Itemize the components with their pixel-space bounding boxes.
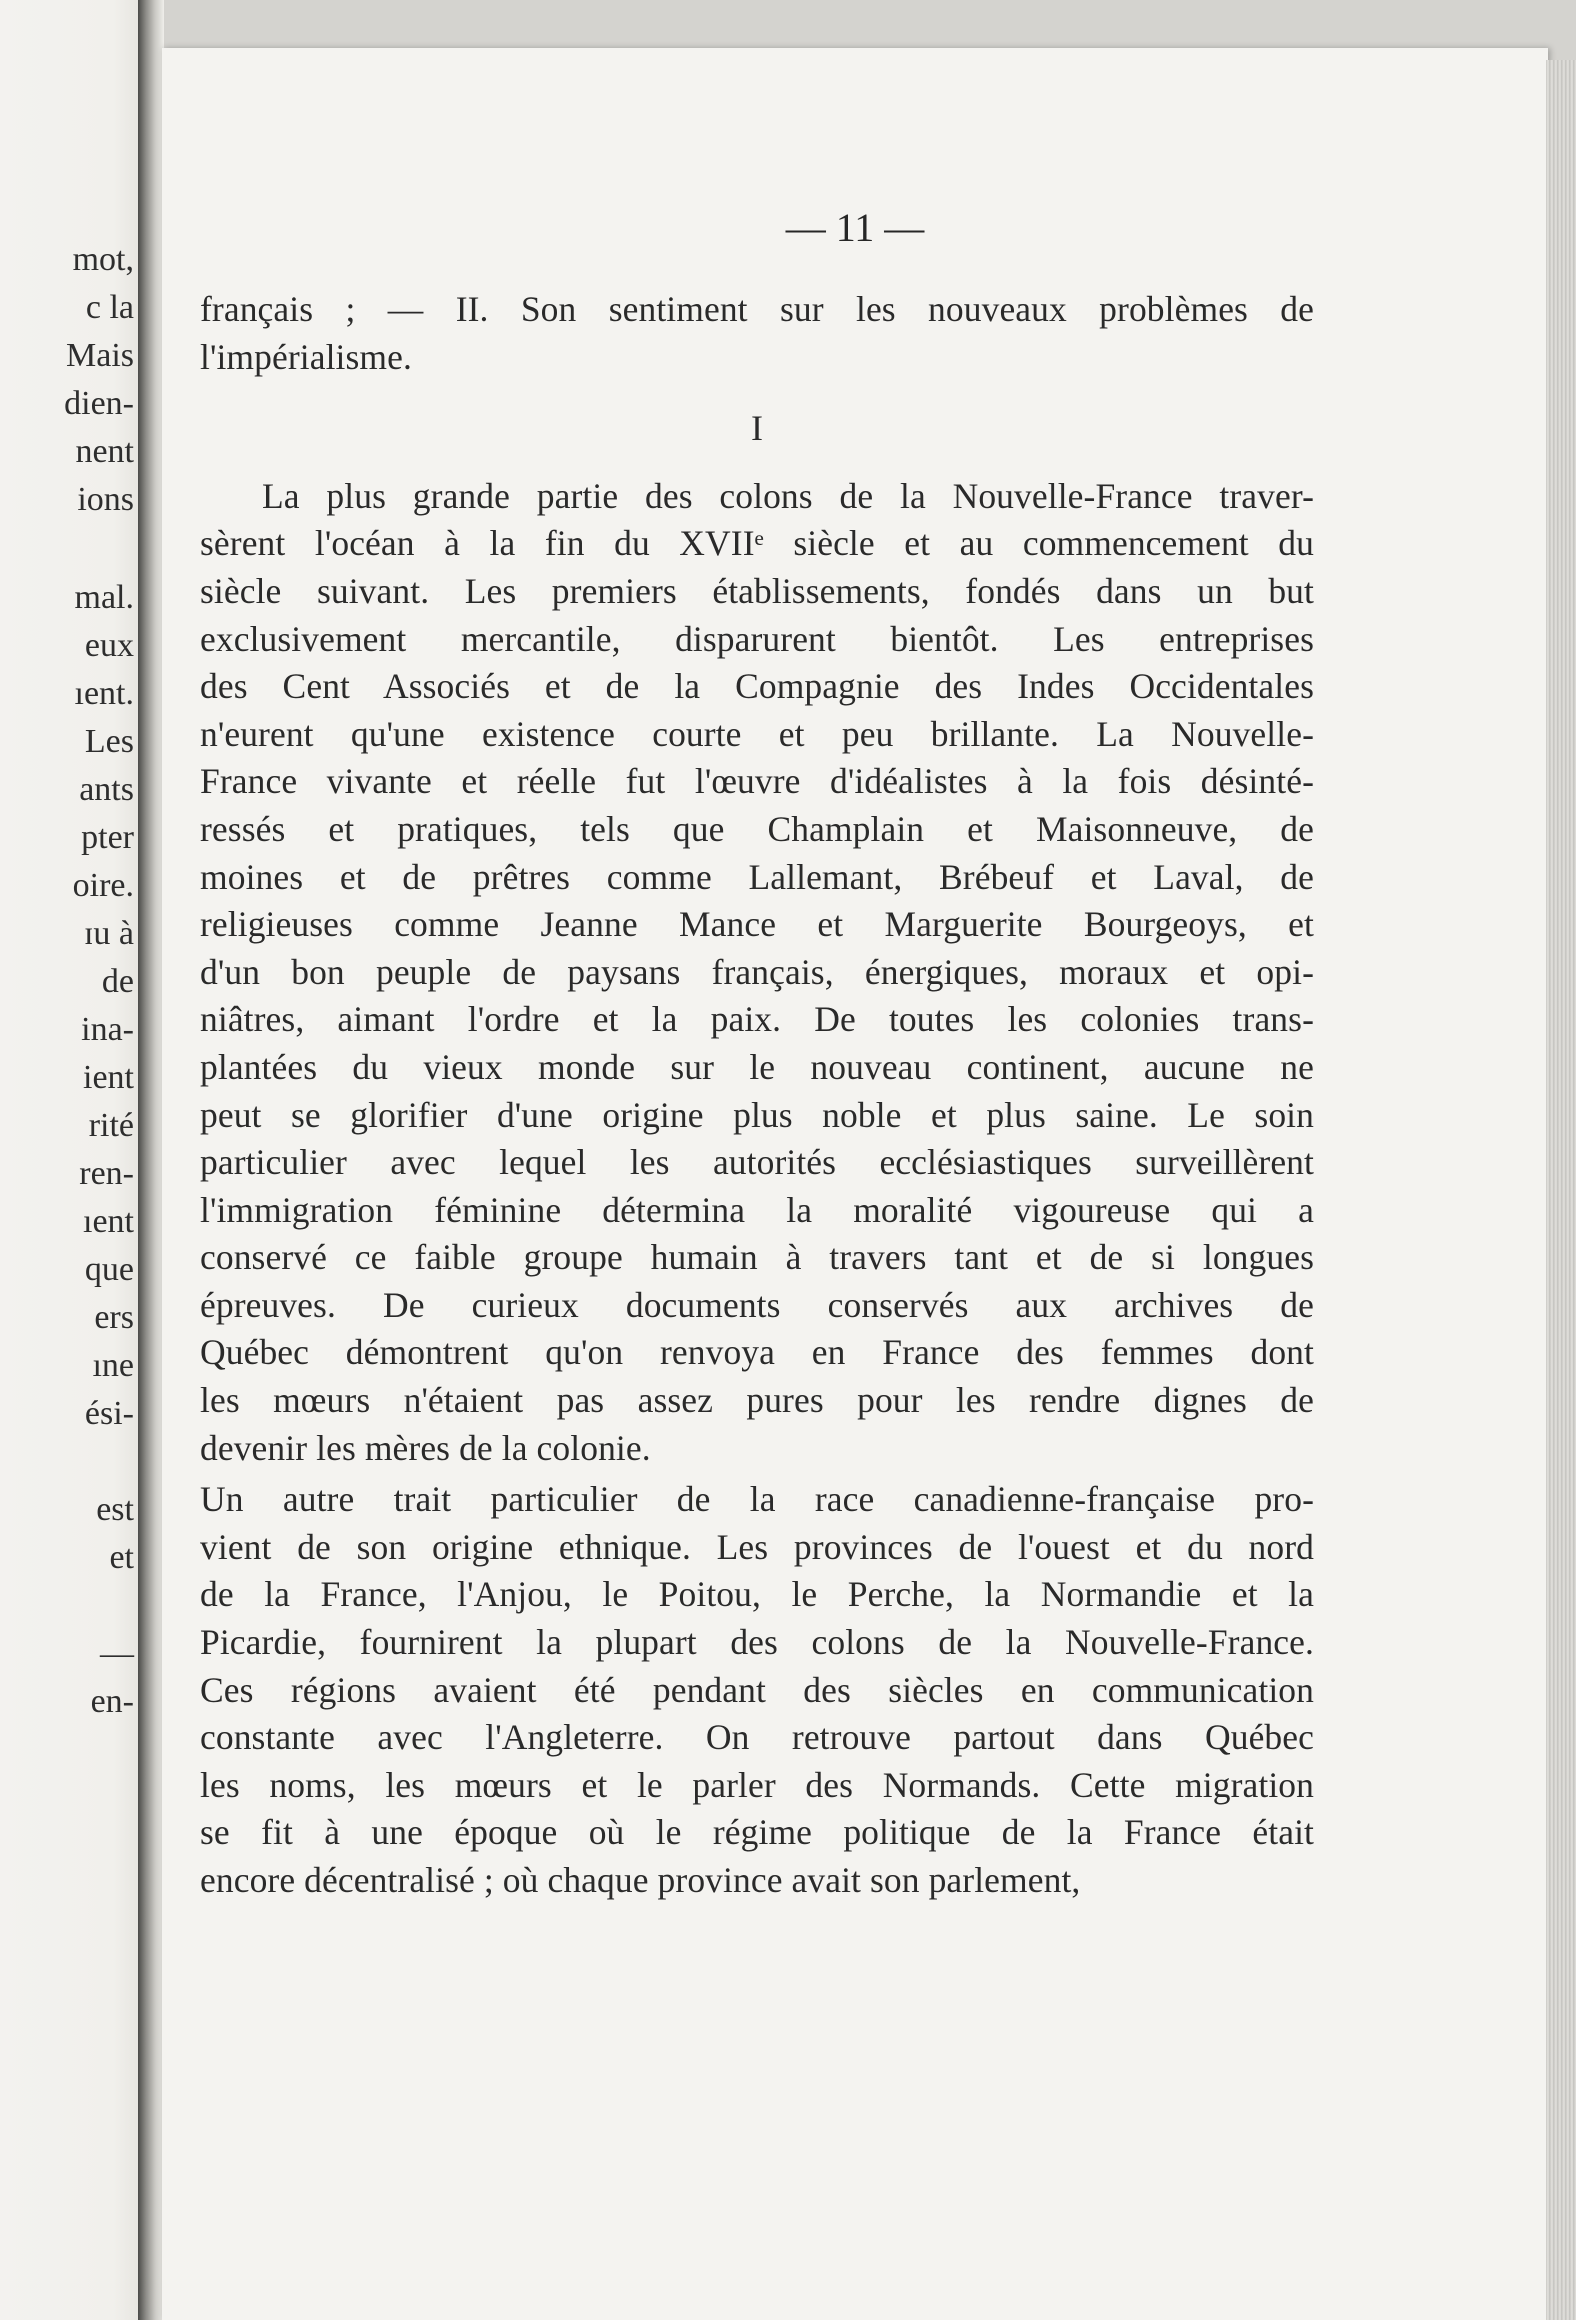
text-line: moines et de prêtres comme Lallemant, Brébeuf et Laval, de xyxy=(200,856,1314,897)
text-line: plantées du vieux monde sur le nouveau continent, aucune ne xyxy=(200,1046,1314,1087)
left-page-fragment: de xyxy=(101,963,134,1000)
text-line: n'eurent qu'une existence courte et peu brillante. La Nouvelle- xyxy=(200,713,1314,754)
book-gutter xyxy=(138,0,164,2320)
page-text xyxy=(200,286,1314,1905)
text-line: ressés et pratiques, tels que Champlain et Maisonneuve, de xyxy=(200,808,1314,849)
left-page-fragment: et xyxy=(109,1539,134,1576)
section-heading: I xyxy=(751,408,763,449)
text-line: conservé ce faible groupe humain à travers tant et de si longues xyxy=(200,1237,1314,1278)
text-line: particulier avec lequel les autorités ecclésiastiques surveillèrent xyxy=(200,1142,1314,1183)
continued-paragraph xyxy=(200,286,1314,381)
text-line: siècle suivant. Les premiers établissements, fondés dans un but xyxy=(200,570,1314,611)
text-line: se fit à une époque où le régime politique de la France était xyxy=(200,1812,1314,1853)
text-line: La plus grande partie des colons de la Nouvelle-France traver- xyxy=(262,475,1314,516)
left-page-fragment: ions xyxy=(77,481,134,518)
text-line: de la France, l'Anjou, le Poitou, le Perche, la Normandie et la xyxy=(200,1574,1314,1615)
left-page-fragment: ina- xyxy=(81,1011,134,1048)
left-page-fragment: — xyxy=(100,1635,134,1672)
text-line: Ces régions avaient été pendant des siècles en communication xyxy=(200,1669,1314,1710)
left-page-fragment: en- xyxy=(90,1683,134,1720)
left-page-fragment: ési- xyxy=(84,1395,134,1432)
left-page-fragment: ɪu à xyxy=(83,915,134,952)
left-page-fragment: dien- xyxy=(64,385,134,422)
text-line: français ; — II. Son sentiment sur les nouveaux problèmes de xyxy=(200,289,1314,329)
text-line: encore décentralisé ; où chaque province avait son parlement, xyxy=(200,1860,1081,1900)
left-page-fragment: ıent. xyxy=(74,675,134,712)
paragraph-2 xyxy=(200,1476,1314,1904)
left-page-fragment: oire. xyxy=(72,867,134,904)
left-page-fragment: c la xyxy=(85,289,134,326)
text-line: France vivante et réelle fut l'œuvre d'idéalistes à la fois désinté- xyxy=(200,761,1314,802)
text-line: d'un bon peuple de paysans français, énergiques, moraux et opi- xyxy=(200,951,1314,992)
text-line: les mœurs n'étaient pas assez pures pour les rendre dignes de xyxy=(200,1380,1314,1421)
text-line: les noms, les mœurs et le parler des Normands. Cette migration xyxy=(200,1764,1314,1805)
left-page-fragment: ıent xyxy=(83,1203,134,1240)
text-line: Québec démontrent qu'on renvoya en France des femmes dont xyxy=(200,1332,1314,1373)
left-page-fragment: eux xyxy=(84,627,134,664)
paragraph-1 xyxy=(200,473,1314,1472)
left-page-fragment: Mais xyxy=(66,337,134,374)
page-edge-stack xyxy=(1546,60,1576,2320)
text-line: vient de son origine ethnique. Les provinces de l'ouest et du nord xyxy=(200,1526,1314,1567)
text-line: niâtres, aimant l'ordre et la paix. De toutes les colonies trans- xyxy=(200,999,1314,1040)
text-line: épreuves. De curieux documents conservés aux archives de xyxy=(200,1284,1314,1325)
text-line: exclusivement mercantile, disparurent bientôt. Les entreprises xyxy=(200,618,1314,659)
left-page-fragment: nent xyxy=(75,433,134,470)
left-page-fragment: ient xyxy=(83,1059,134,1096)
left-page-fragment: est xyxy=(96,1491,134,1528)
book-page xyxy=(162,48,1548,2320)
left-page-fragment: pter xyxy=(81,819,134,856)
left-page-fragment: que xyxy=(84,1251,134,1288)
left-page-fragment: ren- xyxy=(79,1155,134,1192)
previous-page-edge xyxy=(0,0,142,2320)
text-line: sèrent l'océan à la fin du XVIIᵉ siècle et au commencement du xyxy=(200,523,1314,564)
text-line: Picardie, fournirent la plupart des colons de la Nouvelle-France. xyxy=(200,1622,1314,1663)
text-line: religieuses comme Jeanne Mance et Marguerite Bourgeoys, et xyxy=(200,904,1314,945)
left-page-fragment: mal. xyxy=(74,579,134,616)
text-line: l'immigration féminine détermina la moralité vigoureuse qui a xyxy=(200,1189,1314,1230)
text-line: peut se glorifier d'une origine plus noble et plus saine. Le soin xyxy=(200,1094,1314,1135)
text-line: devenir les mères de la colonie. xyxy=(200,1427,651,1468)
text-line: Un autre trait particulier de la race canadienne-française pro- xyxy=(200,1479,1314,1520)
page-number: — 11 — xyxy=(785,205,925,250)
left-page-fragment: ers xyxy=(94,1299,134,1336)
left-page-fragment: rité xyxy=(88,1107,134,1144)
left-page-fragment: Les xyxy=(84,723,134,760)
text-line: constante avec l'Angleterre. On retrouve partout dans Québec xyxy=(200,1717,1314,1758)
text-line: des Cent Associés et de la Compagnie des Indes Occidentales xyxy=(200,666,1314,707)
text-line: l'impérialisme. xyxy=(200,336,412,377)
left-page-fragment: ants xyxy=(79,771,134,808)
left-page-fragment: mot, xyxy=(72,241,134,278)
left-page-fragment: ıne xyxy=(92,1347,134,1384)
